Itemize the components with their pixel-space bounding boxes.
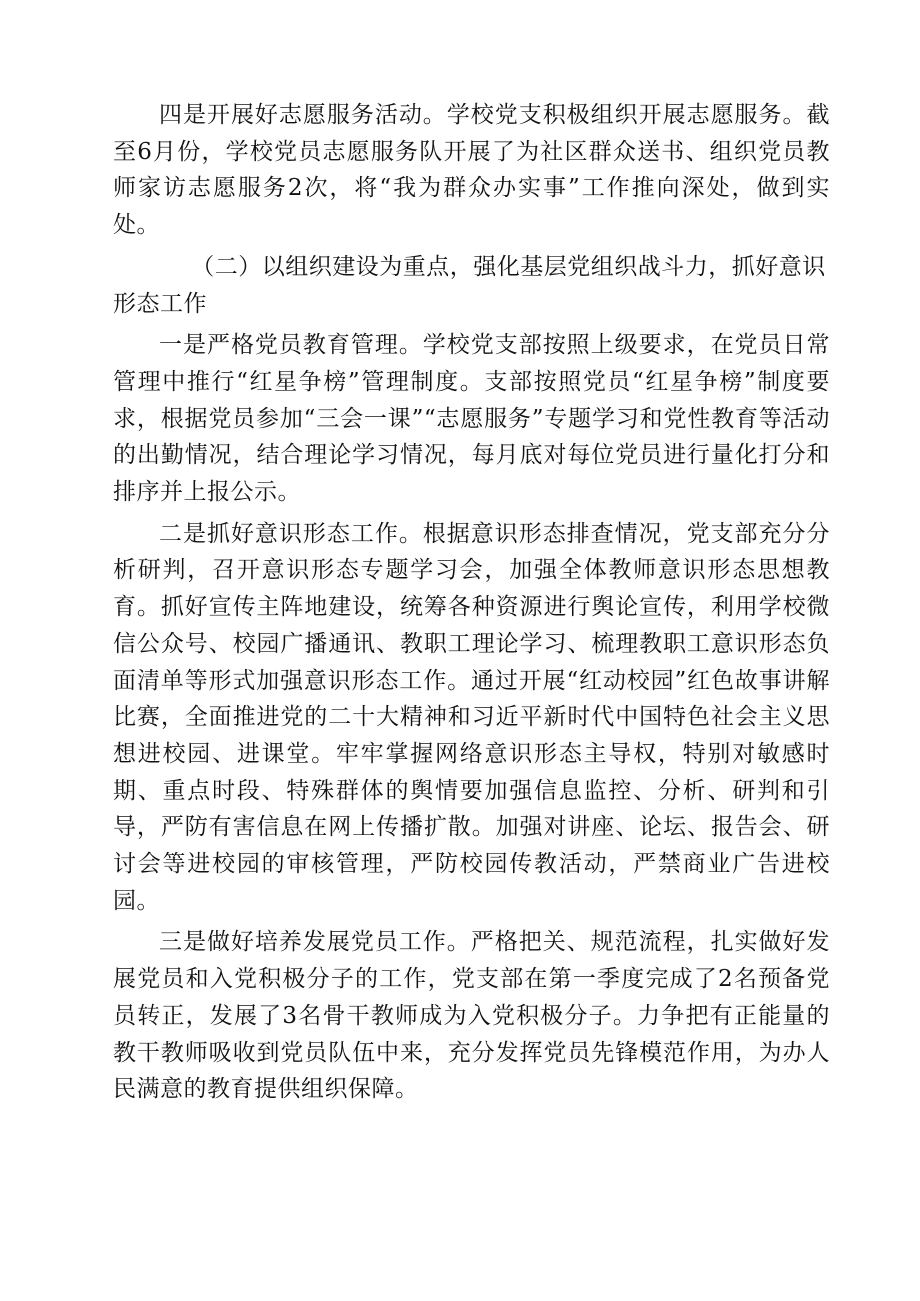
paragraph-ideology-work: 二是抓好意识形态工作。根据意识形态排查情况，党支部充分分析研判，召开意识形态专题学习会，加强全体教师意识形态思想教育。抓好宣传主阵地建设，统筹各种资源进行舆论宣传，利用学校微信公众号、校园广播通讯、教职工理论学习、梳理教职工意识形态负面清单等形式加强意识形态工作。通过开展“红动校园”红色故事讲解比赛，全面推进党的二十大精神和习近平新时代中国特色社会主义思想进校园、进课堂。牢牢掌握网络意识形态主导权，特别对敏感时期、重点时段、特殊群体的舆情要加强信息监控、分析、研判和引导，严防有害信息在网上传播扩散。加强对讲座、论坛、报告会、研讨会等进校园的审核管理，严防校园传教活动，严禁商业广告进校园。 xyxy=(113,520,830,914)
paragraph-member-development: 三是做好培养发展党员工作。严格把关、规范流程，扎实做好发展党员和入党积极分子的工作，党支部在第一季度完成了2名预备党员转正，发展了3名骨干教师成为入党积极分子。力争把有正能量的教干教师吸收到党员队伍中来，充分发挥党员先锋模范作用，为办人民满意的教育提供组织保障。 xyxy=(113,929,830,1103)
section-heading-organization: （二）以组织建设为重点，强化基层党组织战斗力，抓好意识形态工作 xyxy=(113,253,826,317)
paragraph-member-education: 一是严格党员教育管理。学校党支部按照上级要求，在党员日常管理中推行“红星争榜”管理制度。支部按照党员“红星争榜”制度要求，根据党员参加“三会一课”“志愿服务”专题学习和党性教育等活动的出勤情况，结合理论学习情况，每月底对每位党员进行量化打分和排序并上报公示。 xyxy=(113,332,830,506)
paragraph-volunteer-service: 四是开展好志愿服务活动。学校党支积极组织开展志愿服务。截至6月份，学校党员志愿服务队开展了为社区群众送书、组织党员教师家访志愿服务2次，将“我为群众办实事”工作推向深处，做到实处。 xyxy=(113,102,830,239)
